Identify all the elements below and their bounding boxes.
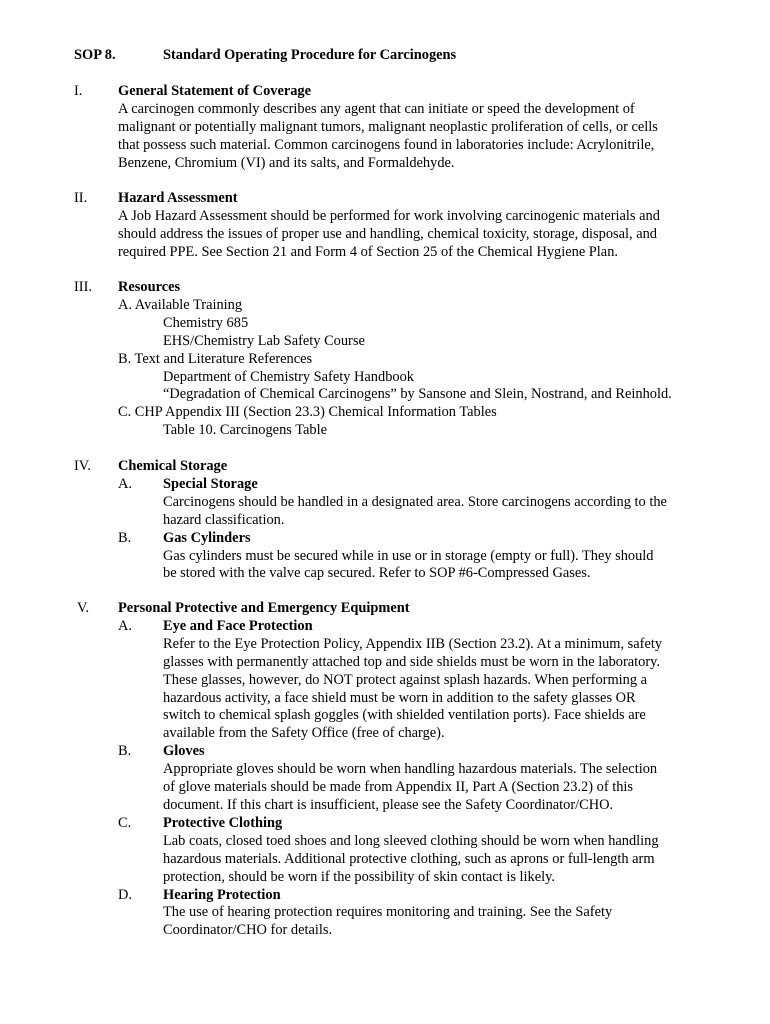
subsection-title: Gloves: [163, 743, 205, 760]
subsection-protective-clothing: [118, 815, 718, 887]
section-numeral: I.: [74, 83, 83, 99]
subsection-letter: D.: [118, 886, 132, 903]
section-numeral: V.: [77, 600, 90, 616]
resource-item: “Degradation of Chemical Carcinogens” by Sansone and Slein, Nostrand, and Reinhold.: [163, 386, 672, 403]
subsection-letter: B.: [118, 529, 132, 546]
paragraph-line: document. If this chart is insufficient, please see the Safety Coordinator/CHO.: [163, 796, 614, 813]
subsection-letter: B.: [118, 743, 132, 760]
paragraph-line: A carcinogen commonly describes any agent that can initiate or speed the development of: [118, 100, 635, 117]
paragraph-line: be stored with the valve cap secured. Refer to SOP #6-Compressed Gases.: [163, 565, 591, 582]
subsection-title: Hearing Protection: [163, 886, 281, 903]
resource-group-label: A. Available Training: [118, 296, 243, 313]
section-paragraph: [118, 101, 718, 173]
paragraph-line: Refer to the Eye Protection Policy, Appendix IIB (Section 23.2). At a minimum, safety: [163, 635, 663, 652]
paragraph-line: hazard classification.: [163, 511, 285, 528]
subsection-letter: C.: [118, 814, 132, 831]
section-numeral: IV.: [74, 458, 91, 474]
sop-title: Standard Operating Procedure for Carcinogens: [163, 47, 457, 63]
paragraph-line: hazardous materials. Additional protective clothing, such as aprons or full-length arm: [163, 850, 655, 867]
paragraph-line: required PPE. See Section 21 and Form 4 of Section 25 of the Chemical Hygiene Plan.: [118, 243, 618, 260]
paragraph-line: Carcinogens should be handled in a designated area. Store carcinogens according to the: [163, 493, 667, 510]
paragraph-line: hazardous activity, a face shield must be worn in addition to the safety glasses OR: [163, 689, 636, 706]
resource-item: Chemistry 685: [163, 314, 249, 331]
paragraph-line: These glasses, however, do NOT protect against splash hazards. When performing a: [163, 671, 648, 688]
subsection-special-storage: [118, 476, 718, 530]
paragraph-line: protection, should be worn if the possibility of skin contact is likely.: [163, 868, 555, 885]
paragraph-line: Coordinator/CHO for details.: [163, 922, 333, 939]
paragraph-line: Benzene, Chromium (VI) and its salts, and Formaldehyde.: [118, 154, 455, 171]
paragraph-line: should address the issues of proper use and handling, chemical toxicity, storage, disposal, and: [118, 225, 657, 242]
paragraph-line: Appropriate gloves should be worn when handling hazardous materials. The selection: [163, 761, 658, 778]
resource-group-label: C. CHP Appendix III (Section 23.3) Chemical Information Tables: [118, 404, 497, 421]
section-paragraph: [118, 208, 718, 262]
paragraph-line: Gas cylinders must be secured while in use or in storage (empty or full). They should: [163, 547, 654, 564]
section-heading: Hazard Assessment: [118, 190, 238, 206]
subsection-hearing-protection: [118, 887, 718, 941]
section-heading: Chemical Storage: [118, 458, 228, 474]
paragraph-line: A Job Hazard Assessment should be performed for work involving carcinogenic materials and: [118, 207, 660, 224]
paragraph-line: The use of hearing protection requires monitoring and training. See the Safety: [163, 904, 613, 921]
paragraph-line: malignant or potentially malignant tumors, malignant neoplastic proliferation of cells, or cells: [118, 118, 658, 135]
resource-item: Department of Chemistry Safety Handbook: [163, 368, 414, 385]
section-heading: Personal Protective and Emergency Equipment: [118, 600, 410, 616]
section-numeral: II.: [74, 190, 88, 206]
subsection-title: Special Storage: [163, 475, 258, 492]
subsection-eye-face-protection: [118, 618, 718, 743]
resource-group-label: B. Text and Literature References: [118, 350, 313, 367]
paragraph-line: switch to chemical splash goggles (with shielded ventilation ports). Face shields are: [163, 707, 646, 724]
subsection-title: Eye and Face Protection: [163, 617, 313, 634]
subsection-title: Protective Clothing: [163, 814, 283, 831]
resource-item: Table 10. Carcinogens Table: [163, 422, 327, 439]
subsection-gas-cylinders: [118, 530, 718, 584]
document-title: [74, 47, 456, 65]
paragraph-line: that possess such material. Common carcinogens found in laboratories include: Acrylonitrile,: [118, 136, 655, 153]
resource-item: EHS/Chemistry Lab Safety Course: [163, 332, 365, 349]
subsection-letter: A.: [118, 475, 132, 492]
paragraph-line: Lab coats, closed toed shoes and long sleeved clothing should be worn when handling: [163, 832, 659, 849]
subsection-title: Gas Cylinders: [163, 529, 251, 546]
subsection-letter: A.: [118, 617, 132, 634]
section-heading: General Statement of Coverage: [118, 83, 312, 99]
paragraph-line: available from the Safety Office (free of charge).: [163, 725, 445, 742]
paragraph-line: of glove materials should be made from Appendix II, Part A (Section 23.2) of this: [163, 779, 634, 796]
sop-number: SOP 8.: [74, 47, 116, 63]
section-heading: Resources: [118, 279, 181, 295]
paragraph-line: glasses with permanently attached top and side shields must be worn in the laboratory.: [163, 653, 661, 670]
subsection-gloves: [118, 743, 718, 815]
section-numeral: III.: [74, 279, 92, 295]
